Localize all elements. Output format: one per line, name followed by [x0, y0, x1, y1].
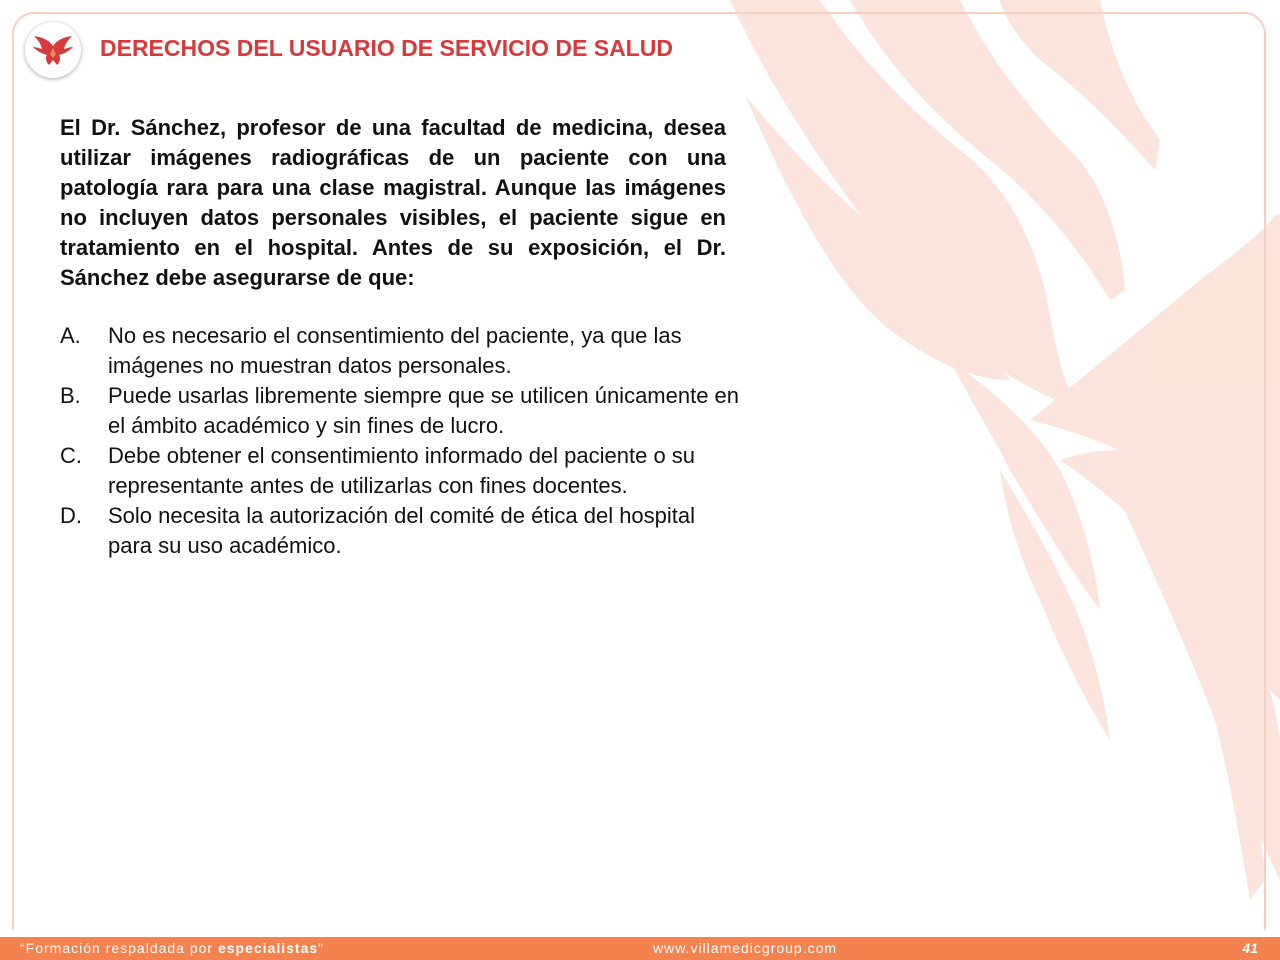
footer-bar: [0, 937, 1280, 960]
page-title: DERECHOS DEL USUARIO DE SERVICIO DE SALUD: [100, 35, 673, 61]
answer-options: [60, 321, 740, 561]
option-c: [60, 441, 740, 501]
logo: [25, 22, 81, 78]
option-d: [60, 501, 740, 561]
option-text: Solo necesita la autorización del comité de ética del hospital para su uso académico.: [108, 503, 696, 558]
footer-slogan: [20, 940, 324, 956]
option-b: [60, 381, 740, 441]
option-text: No es necesario el consentimiento del paciente, ya que las imágenes no muestran datos personales.: [108, 323, 682, 378]
option-text: Debe obtener el consentimiento informado del paciente o su representante antes de utilizarlas con fines docentes.: [108, 443, 696, 498]
slogan-bold: especialistas: [217, 940, 319, 956]
slogan-suffix: ”: [318, 940, 324, 956]
option-letter: A.: [60, 323, 81, 348]
option-text: Puede usarlas libremente siempre que se utilicen únicamente en el ámbito académico y sin fines de lucro.: [108, 383, 740, 438]
slogan-prefix: “Formación respaldada por: [20, 940, 218, 956]
option-letter: D.: [60, 503, 82, 528]
question-text: El Dr. Sánchez, profesor de una facultad de medicina, desea utilizar imágenes radiográficas de un paciente con una patología rara para una clase magistral. Aunque las imágenes no incluyen datos personales visibles, el paciente sigue en tratamiento en el hospital. Antes de su exposición, el Dr. Sánchez debe asegurarse de que:: [60, 115, 726, 290]
option-a: [60, 321, 740, 381]
phoenix-logo-icon: [32, 32, 74, 68]
option-letter: C.: [60, 443, 82, 468]
page-number: 41: [1242, 940, 1258, 956]
option-letter: B.: [60, 383, 81, 408]
footer-url: www.villamedicgroup.com: [653, 940, 838, 956]
